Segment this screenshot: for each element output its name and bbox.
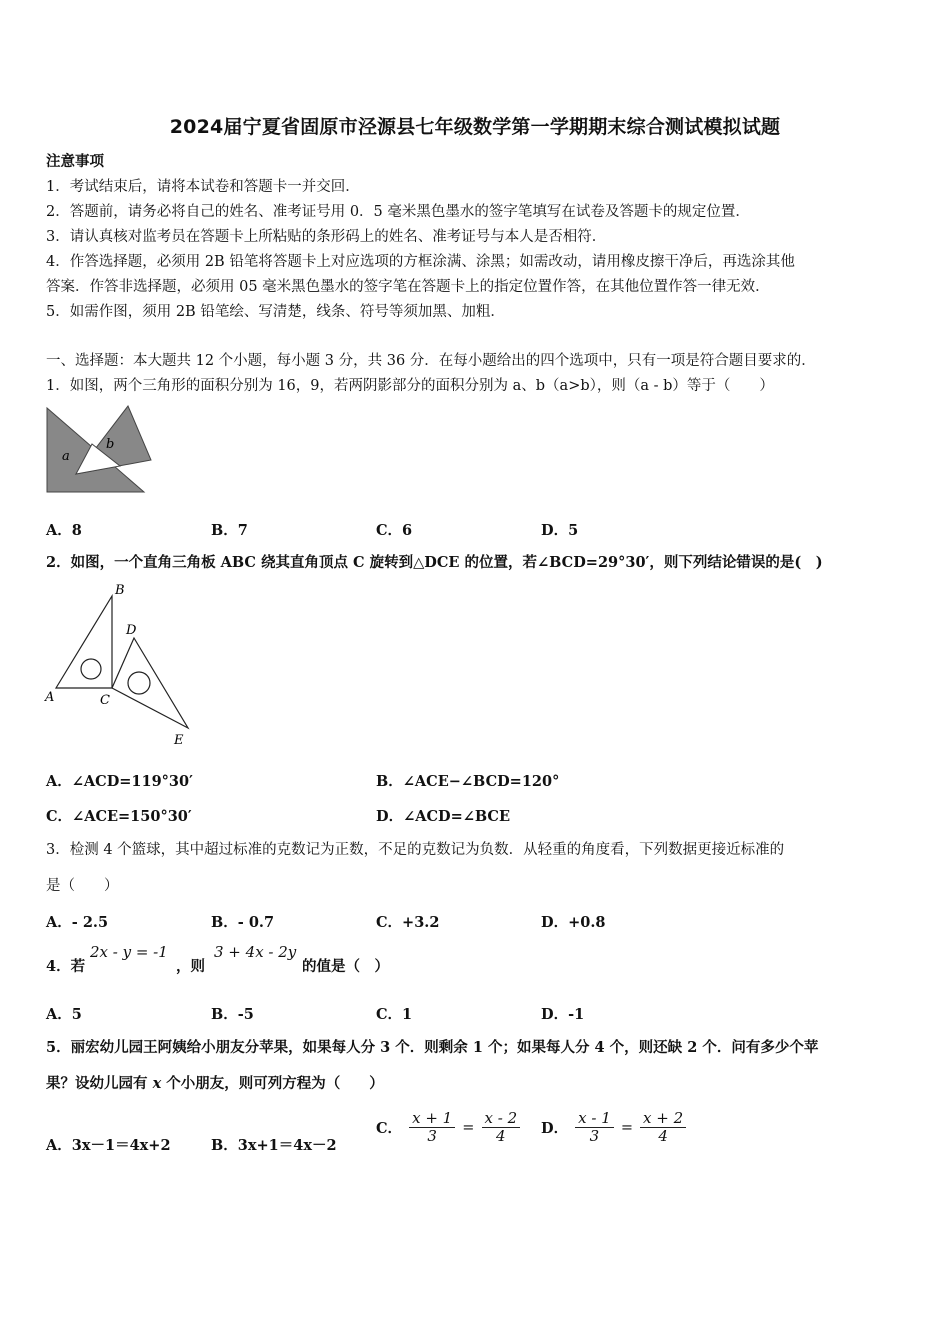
notice-item: 4．作答选择题，必须用 2B 铅笔将答题卡上对应选项的方框涂满、涂黑；如需改动，请用橡皮擦干净后，再选涂其他 <box>46 254 795 270</box>
q5-option-d[interactable]: D． $\frac{x - 1}{3}$ = $\frac{x + 2}{4}$ <box>541 1110 688 1145</box>
fig-label-a: a <box>62 449 70 464</box>
notice-heading: 注意事项 <box>46 153 104 170</box>
question-5-line2: 果？设幼儿园有 x 个小朋友，则可列方程为（ ） <box>46 1075 384 1092</box>
q1-triangles-figure <box>44 404 156 498</box>
q1-option-b[interactable]: B．7 <box>211 522 248 539</box>
fig-label-D: D <box>126 623 137 638</box>
question-3-line2: 是（ ） <box>46 878 119 894</box>
q5-option-a[interactable]: A．3x－1＝4x+2 <box>46 1137 171 1154</box>
fig-label-E: E <box>174 733 184 748</box>
fig-label-A: A <box>45 690 55 705</box>
q5-option-b[interactable]: B．3x+1＝4x－2 <box>211 1137 337 1154</box>
q1-option-a[interactable]: A．8 <box>46 522 82 539</box>
q4-expression-1: 2x - y = -1 <box>90 943 168 961</box>
q4-expression-2: 3 + 4x - 2y <box>214 943 297 961</box>
notice-item: 2．答题前，请务必将自己的姓名、准考证号用 0．5 毫米黑色墨水的签字笔填写在试卷及答题卡的规定位置． <box>46 204 750 220</box>
q4-option-d[interactable]: D．-1 <box>541 1006 585 1023</box>
question-4-prefix: 4．若 <box>46 958 86 975</box>
q3-option-d[interactable]: D．+0.8 <box>541 914 606 931</box>
q2-option-b[interactable]: B．∠ACE−∠BCD=120° <box>376 773 560 790</box>
fraction: $\frac{x + 1}{3}$ <box>409 1110 455 1145</box>
page-title: 2024届宁夏省固原市泾源县七年级数学第一学期期末综合测试模拟试题 <box>169 116 781 138</box>
fraction: $\frac{x - 2}{4}$ <box>482 1110 521 1145</box>
question-2-text: 2．如图，一个直角三角板 ABC 绕其直角顶点 C 旋转到△DCE 的位置，若∠BCD=29°30′，则下列结论错误的是( ) <box>46 554 823 571</box>
question-4-suffix: 的值是（ ） <box>302 958 389 975</box>
q3-option-b[interactable]: B．- 0.7 <box>211 914 275 931</box>
q3-option-c[interactable]: C．+3.2 <box>376 914 440 931</box>
fig-label-C: C <box>100 693 110 708</box>
notice-item: 答案．作答非选择题，必须用 05 毫米黑色墨水的签字笔在答题卡上的指定位置作答，在其他位置作答一律无效． <box>46 279 770 295</box>
fraction: $\frac{x + 2}{4}$ <box>640 1110 686 1145</box>
q4-option-a[interactable]: A．5 <box>46 1006 82 1023</box>
question-5-line1: 5．丽宏幼儿园王阿姨给小朋友分苹果，如果每人分 3 个．则剩余 1 个；如果每人分 4 个，则还缺 2 个．问有多少个苹 <box>46 1039 819 1056</box>
section-heading: 一、选择题：本大题共 12 个小题，每小题 3 分，共 36 分．在每小题给出的四个选项中，只有一项是符合题目要求的． <box>46 353 816 369</box>
q2-option-d[interactable]: D．∠ACD=∠BCE <box>376 808 511 825</box>
question-4-middle: ，则 <box>176 958 205 975</box>
q3-option-a[interactable]: A．- 2.5 <box>46 914 109 931</box>
fig-label-b: b <box>106 437 115 452</box>
q4-option-c[interactable]: C．1 <box>376 1006 413 1023</box>
q5-option-c[interactable]: C． $\frac{x + 1}{3}$ = $\frac{x - 2}{4}$ <box>376 1110 522 1145</box>
q1-option-d[interactable]: D．5 <box>541 522 579 539</box>
q2-option-c[interactable]: C．∠ACE=150°30′ <box>46 808 192 825</box>
notice-item: 3．请认真核对监考员在答题卡上所粘贴的条形码上的姓名、准考证号与本人是否相符． <box>46 229 607 245</box>
notice-item: 5．如需作图，须用 2B 铅笔绘、写清楚，线条、符号等须加黑、加粗． <box>46 304 505 320</box>
q2-rotation-figure <box>42 580 202 750</box>
question-1-text: 1．如图，两个三角形的面积分别为 16，9，若两阴影部分的面积分别为 a、b（a>b），则（a - b）等于（ ） <box>46 378 774 394</box>
question-3-line1: 3．检测 4 个篮球，其中超过标准的克数记为正数，不足的克数记为负数．从轻重的角度看，下列数据更接近标准的 <box>46 842 785 858</box>
fig-label-B: B <box>115 583 125 598</box>
notice-item: 1．考试结束后，请将本试卷和答题卡一并交回． <box>46 179 360 195</box>
q1-option-c[interactable]: C．6 <box>376 522 413 539</box>
variable-x: x <box>152 1075 162 1092</box>
q4-option-b[interactable]: B．-5 <box>211 1006 254 1023</box>
fraction: $\frac{x - 1}{3}$ <box>575 1110 614 1145</box>
q2-option-a[interactable]: A．∠ACD=119°30′ <box>46 773 193 790</box>
